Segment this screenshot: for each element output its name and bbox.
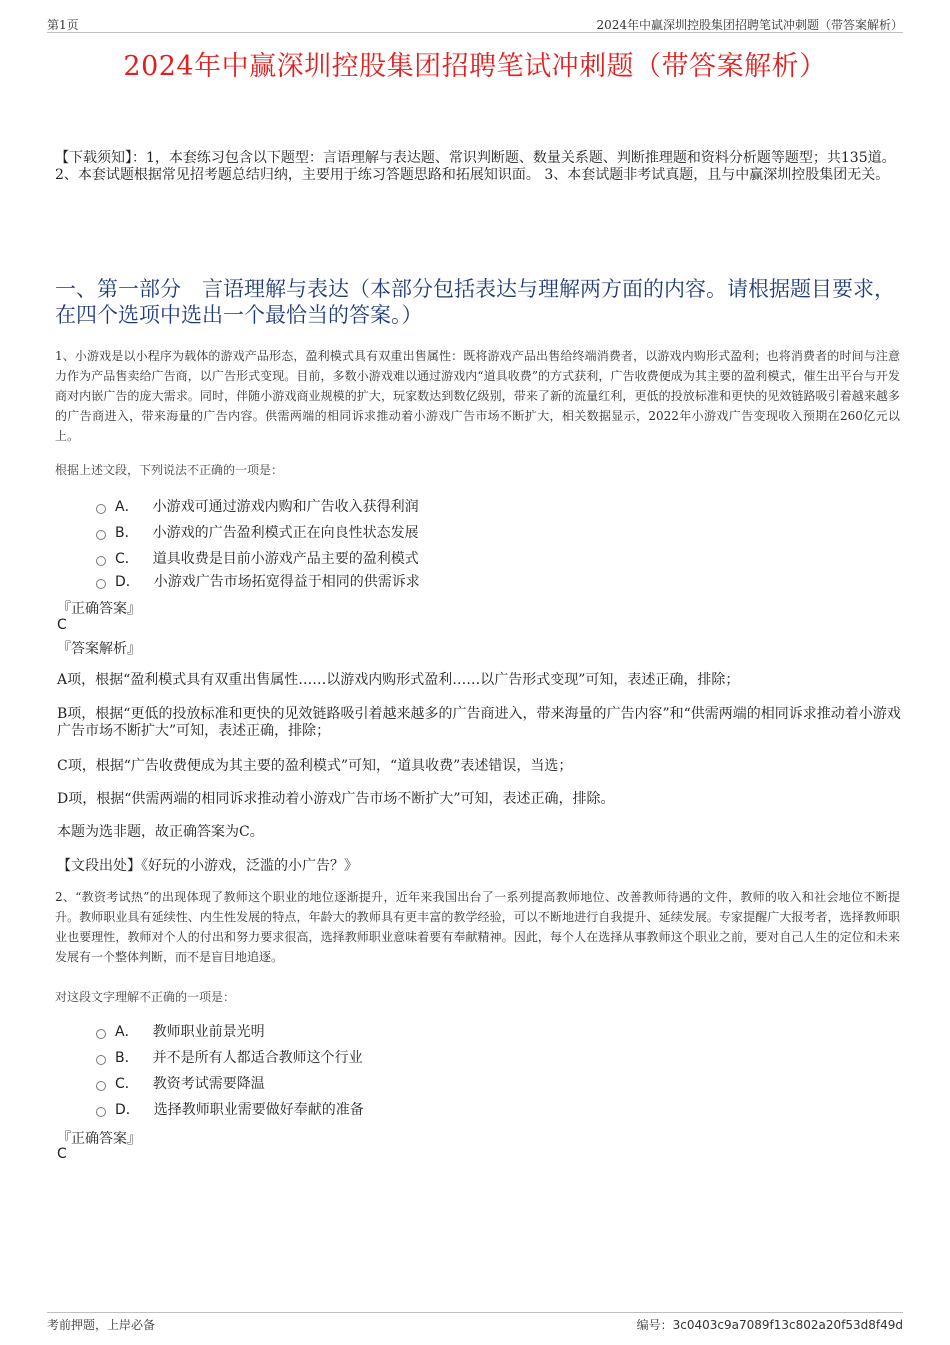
page-number: 第1页 bbox=[47, 18, 79, 32]
option-b[interactable]: B． 小游戏的广告盈利模式正在向良性状态发展 bbox=[96, 519, 596, 545]
option-text: 教师职业前景光明 bbox=[152, 1024, 265, 1040]
download-notice: 【下载须知】：1，本套练习包含以下题型：言语理解与表达题、常识判断题、数量关系题、判断推理题和资料分析题等题型；共135道。 2、本套试题根据常见招考题总结归纳，主要用于练习答题思路和拓展知识面。 3、本套试题非考试真题，且与中赢深圳控股集团无关。 bbox=[55, 150, 896, 183]
question-2-stem: 2、“教资考试热”的出现体现了教师这个职业的地位逐渐提升，近年来我国出台了一系列提高教师地位、改善教师待遇的文件，教师的收入和社会地位不断提升。教师职业具有延续性、内生性发展的特点，年龄大的教师具有更丰富的教学经验，可以不断地进行自我提升、延续发展。专家提醒广大报考者，选择教师职业也要理性，教师对个人的付出和努力要求很高，选择教师职业意味着要有奉献精神。因此，每个人在选择从事教师这个职业之前，要对自己人生的定位和未来发展有一个整体判断，而不是盲目地追逐。 bbox=[55, 890, 900, 964]
analysis-conclusion: 本题为选非题，故正确答案为C。 bbox=[57, 824, 264, 840]
option-text: 并不是所有人都适合教师这个行业 bbox=[152, 1050, 363, 1066]
radio-icon[interactable] bbox=[96, 1081, 106, 1091]
document-code: 编号：3c0403c9a7089f13c802a20f53d8f49d bbox=[636, 1318, 903, 1332]
radio-icon[interactable] bbox=[96, 1029, 106, 1039]
code-value: 3c0403c9a7089f13c802a20f53d8f49d bbox=[672, 1318, 903, 1332]
analysis-b: B项，根据“更低的投放标准和更快的见效链路吸引着越来越多的广告商进入，带来海量的广告内容”和“供需两端的相同诉求推动着小游戏广告市场不断扩大”可知，表述正确，排除； bbox=[57, 706, 901, 739]
option-b[interactable]: B． 并不是所有人都适合教师这个行业 bbox=[96, 1044, 596, 1070]
header-doc-title: 2024年中赢深圳控股集团招聘笔试冲刺题（带答案解析） bbox=[596, 18, 903, 32]
document-title: 2024年中赢深圳控股集团招聘笔试冲刺题（带答案解析） bbox=[123, 51, 827, 82]
option-text: 道具收费是目前小游戏产品主要的盈利模式 bbox=[152, 551, 419, 567]
radio-icon[interactable] bbox=[96, 504, 106, 514]
question-1-options bbox=[96, 493, 596, 591]
option-text: 小游戏的广告盈利模式正在向良性状态发展 bbox=[152, 525, 419, 541]
source-citation: 【文段出处】《好玩的小游戏，泛滥的小广告？》 bbox=[57, 858, 358, 874]
option-text: 小游戏广告市场拓宽得益于相同的供需诉求 bbox=[153, 574, 420, 590]
option-d[interactable]: D． 小游戏广告市场拓宽得益于相同的供需诉求 bbox=[96, 571, 596, 591]
analysis-label: 『答案解析』 bbox=[57, 641, 141, 657]
radio-icon[interactable] bbox=[96, 556, 106, 566]
option-a[interactable]: A． 小游戏可通过游戏内购和广告收入获得利润 bbox=[96, 493, 596, 519]
option-d[interactable]: D． 选择教师职业需要做好奉献的准备 bbox=[96, 1096, 596, 1122]
radio-icon[interactable] bbox=[96, 579, 106, 589]
option-a[interactable]: A． 教师职业前景光明 bbox=[96, 1018, 596, 1044]
question-2-ask: 对这段文字理解不正确的一项是： bbox=[55, 990, 236, 1004]
correct-answer: C bbox=[57, 617, 67, 633]
option-c[interactable]: C． 教资考试需要降温 bbox=[96, 1070, 596, 1096]
option-text: 选择教师职业需要做好奉献的准备 bbox=[153, 1102, 364, 1118]
correct-answer: C bbox=[57, 1146, 67, 1162]
answer-label: 『正确答案』 bbox=[57, 1131, 141, 1147]
page-header bbox=[47, 14, 903, 33]
option-text: 小游戏可通过游戏内购和广告收入获得利润 bbox=[152, 499, 419, 515]
analysis-c: C项，根据“广告收费便成为其主要的盈利模式”可知，“道具收费”表述错误，当选； bbox=[57, 758, 573, 774]
page-footer bbox=[47, 1312, 903, 1333]
footer-slogan: 考前押题，上岸必备 bbox=[47, 1318, 156, 1332]
radio-icon[interactable] bbox=[96, 530, 106, 540]
analysis-a: A项，根据“盈利模式具有双重出售属性……以游戏内购形式盈利……以广告形式变现”可知，表述正确，排除； bbox=[57, 672, 740, 688]
option-c[interactable]: C． 道具收费是目前小游戏产品主要的盈利模式 bbox=[96, 545, 596, 571]
question-1-ask: 根据上述文段，下列说法不正确的一项是： bbox=[55, 463, 284, 477]
question-1-stem: 1、小游戏是以小程序为载体的游戏产品形态，盈利模式具有双重出售属性：既将游戏产品出售给终端消费者，以游戏内购形式盈利；也将消费者的时间与注意力作为产品售卖给广告商，以广告形式变现。目前，多数小游戏难以通过游戏内“道具收费”的方式获利，广告收费便成为其主要的盈利模式，催生出平台与开发商对内嵌广告的庞大需求。同时，伴随小游戏商业规模的扩大，玩家数达到数亿级别，带来了新的流量红利，更低的投放标准和更快的见效链路吸引着越来越多的广告商进入，带来海量的广告内容。供需两端的相同诉求推动着小游戏广告市场不断扩大，相关数据显示，2022年小游戏广告变现收入预期在260亿元以上。 bbox=[55, 349, 900, 443]
section-heading: 一、第一部分 言语理解与表达（本部分包括表达与理解两方面的内容。请根据题目要求，在四个选项中选出一个最恰当的答案。） bbox=[55, 277, 895, 327]
option-text: 教资考试需要降温 bbox=[152, 1076, 265, 1092]
radio-icon[interactable] bbox=[96, 1055, 106, 1065]
question-2-options bbox=[96, 1018, 596, 1122]
answer-label: 『正确答案』 bbox=[57, 601, 141, 617]
analysis-d: D项，根据“供需两端的相同诉求推动着小游戏广告市场不断扩大”可知，表述正确，排除。 bbox=[57, 791, 615, 807]
radio-icon[interactable] bbox=[96, 1107, 106, 1117]
